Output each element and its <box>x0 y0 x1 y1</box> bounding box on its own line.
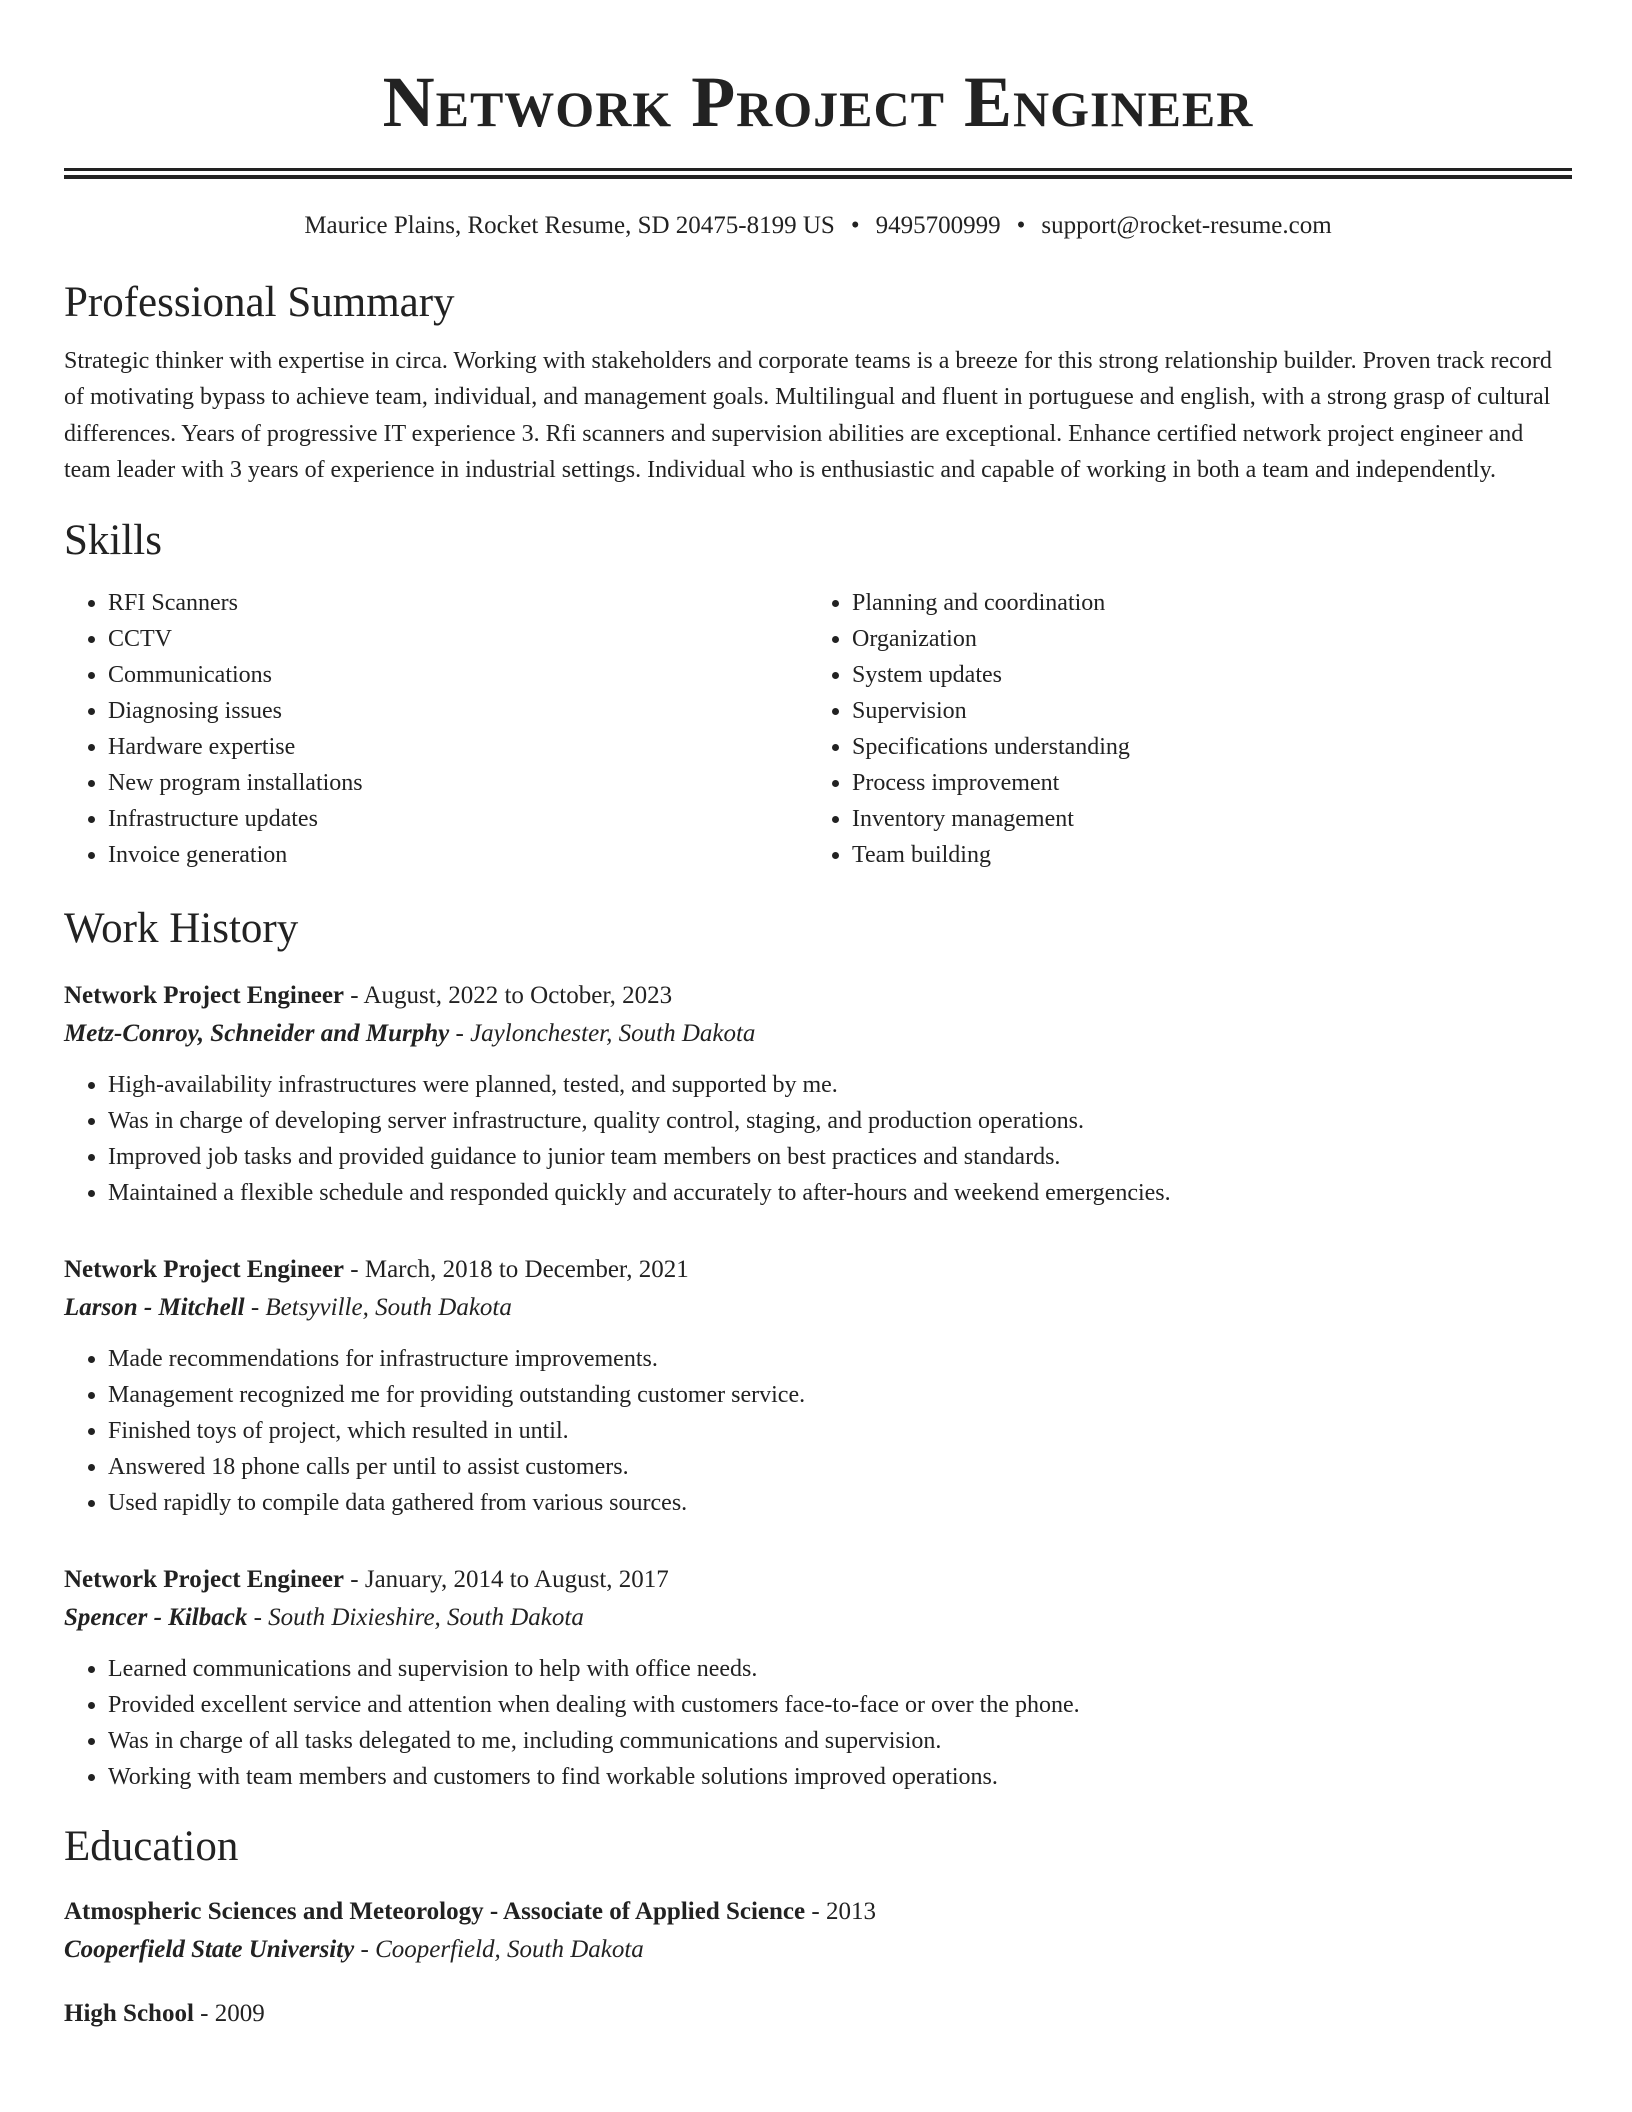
skill-item: • Infrastructure updates <box>108 801 808 837</box>
job-employer <box>64 1015 1572 1053</box>
education-year: - 2009 <box>193 1999 265 2027</box>
education-degree: Atmospheric Sciences and Meteorology - Associate of Applied Science <box>64 1897 806 1925</box>
skills-column-right <box>808 585 1552 873</box>
job-duty: • Improved job tasks and provided guidance to junior team members on best practices and standards. <box>108 1139 1572 1175</box>
skill-item: • Specifications understanding <box>852 729 1552 765</box>
contact-separator: • <box>1016 212 1026 239</box>
job-dates: - January, 2014 to August, 2017 <box>344 1565 669 1593</box>
job-employer <box>64 1599 1572 1637</box>
job-company: Metz-Conroy, Schneider and Murphy <box>64 1019 450 1047</box>
job-duty: • Was in charge of developing server infrastructure, quality control, staging, and production operations. <box>108 1103 1572 1139</box>
skills-column-left <box>64 585 808 873</box>
job-entry <box>64 1561 1572 1795</box>
skills-list <box>64 585 1572 873</box>
job-duty: • High-availability infrastructures were planned, tested, and supported by me. <box>108 1067 1572 1103</box>
job-duty: • Was in charge of all tasks delegated to me, including communications and supervision. <box>108 1723 1572 1759</box>
education-degree: High School <box>64 1999 194 2027</box>
resume-name: Network Project Engineer <box>382 62 1254 142</box>
education-entry <box>64 1893 1572 1969</box>
education-location: - Cooperfield, South Dakota <box>354 1935 644 1963</box>
skill-item: • CCTV <box>108 621 808 657</box>
skills-heading: Skills <box>64 516 162 564</box>
contact-email[interactable]: support@rocket-resume.com <box>1041 212 1332 239</box>
job-duties <box>64 1067 1572 1211</box>
job-duty: • Maintained a flexible schedule and responded quickly and accurately to after-hours and weekend emergencies. <box>108 1175 1572 1211</box>
summary-text: Strategic thinker with expertise in circa. Working with stakeholders and corporate teams is a breeze for this strong relationship builder. Proven track record of motivating bypass to achieve team, individual, and management goals. Multilingual and fluent in portuguese and english, with a strong grasp of cultural differences. Years of progressive IT experience 3. Rfi scanners and supervision abilities are exceptional. Enhance certified network project engineer and team leader with 3 years of experience in industrial settings. Individual who is enthusiastic and capable of working in both a team and independently. <box>64 348 1552 484</box>
job-duties <box>64 1651 1572 1795</box>
skill-item: • Planning and coordination <box>852 585 1552 621</box>
skill-item: • Inventory management <box>852 801 1552 837</box>
job-position: Network Project Engineer <box>64 1565 345 1593</box>
job-location: - South Dixieshire, South Dakota <box>247 1603 584 1631</box>
skill-item: • Team building <box>852 837 1552 873</box>
job-duty: • Management recognized me for providing outstanding customer service. <box>108 1377 1572 1413</box>
job-duty: • Made recommendations for infrastructure improvements. <box>108 1341 1572 1377</box>
skill-item: • Invoice generation <box>108 837 808 873</box>
education-heading: Education <box>64 1822 239 1870</box>
summary-heading: Professional Summary <box>64 279 455 326</box>
skill-item: • Organization <box>852 621 1552 657</box>
job-location: - Jaylonchester, South Dakota <box>449 1019 756 1047</box>
job-dates: - August, 2022 to October, 2023 <box>344 981 673 1009</box>
education-school: Cooperfield State University <box>64 1935 355 1963</box>
job-duty: • Finished toys of project, which resulted in until. <box>108 1413 1572 1449</box>
job-heading <box>64 977 1572 1015</box>
job-position: Network Project Engineer <box>64 1255 345 1283</box>
skill-item: • Supervision <box>852 693 1552 729</box>
job-entry <box>64 977 1572 1211</box>
job-duty: • Answered 18 phone calls per until to assist customers. <box>108 1449 1572 1485</box>
job-entry <box>64 1251 1572 1521</box>
job-heading <box>64 1561 1572 1599</box>
job-duties <box>64 1341 1572 1521</box>
contact-phone: 9495700999 <box>875 212 1001 239</box>
education-year: - 2013 <box>805 1897 876 1925</box>
job-duty: • Provided excellent service and attention when dealing with customers face-to-face or over the phone. <box>108 1687 1572 1723</box>
job-location: - Betsyville, South Dakota <box>244 1293 512 1321</box>
resume-page <box>64 0 1572 2033</box>
skill-item: • RFI Scanners <box>108 585 808 621</box>
job-dates: - March, 2018 to December, 2021 <box>344 1255 689 1283</box>
contact-address: Maurice Plains, Rocket Resume, SD 20475-8199 US <box>304 212 835 239</box>
job-duty: • Used rapidly to compile data gathered from various sources. <box>108 1485 1572 1521</box>
skill-item: • Diagnosing issues <box>108 693 808 729</box>
skill-item: • Hardware expertise <box>108 729 808 765</box>
education-heading-line <box>64 1995 1572 2033</box>
contact-line <box>64 209 1572 243</box>
job-company: Larson - Mitchell <box>64 1293 245 1321</box>
work-history-heading: Work History <box>64 904 299 952</box>
contact-separator: • <box>850 212 860 239</box>
education-heading-line <box>64 1893 1572 1931</box>
skill-item: • System updates <box>852 657 1552 693</box>
skill-item: • New program installations <box>108 765 808 801</box>
job-position: Network Project Engineer <box>64 981 345 1009</box>
education-school-line <box>64 1931 1572 1969</box>
job-heading <box>64 1251 1572 1289</box>
job-duty: • Working with team members and customers to find workable solutions improved operations. <box>108 1759 1572 1795</box>
job-duty: • Learned communications and supervision to help with office needs. <box>108 1651 1572 1687</box>
education-entry <box>64 1995 1572 2033</box>
job-company: Spencer - Kilback <box>64 1603 248 1631</box>
skill-item: • Communications <box>108 657 808 693</box>
job-employer <box>64 1289 1572 1327</box>
skill-item: • Process improvement <box>852 765 1552 801</box>
header-divider <box>64 168 1572 179</box>
